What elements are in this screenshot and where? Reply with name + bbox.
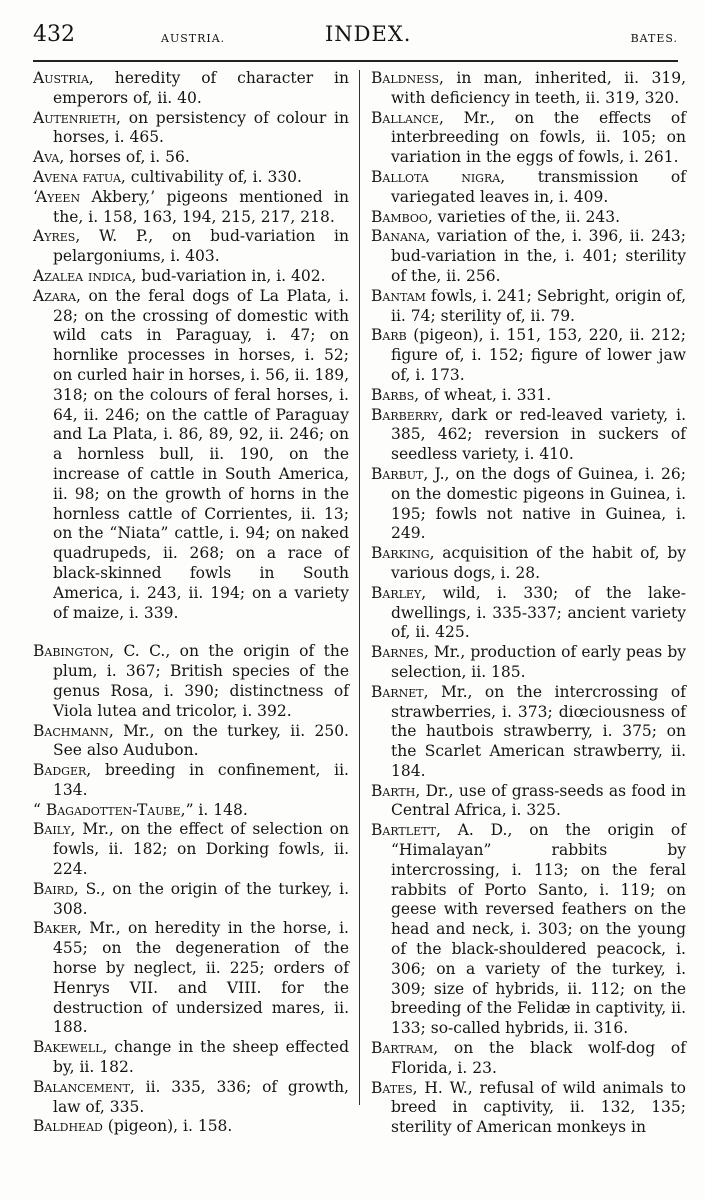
entry-text: , of wheat, i. 331. xyxy=(414,385,552,404)
index-entry xyxy=(33,287,349,624)
entry-text: (pigeon), i. 158. xyxy=(102,1117,233,1136)
index-entry xyxy=(371,1039,686,1079)
entry-text: , W. P., on bud-variation in pelargoniums, i. 403. xyxy=(53,227,349,266)
entry-text: , wild, i. 330; of the lake-dwellings, i. 335-337; ancient variety of, ii. 425. xyxy=(391,583,686,642)
entry-heading: Barbs xyxy=(371,385,415,404)
entry-text: fowls, i. 241; Sebright, origin of, ii. 74; sterility of, ii. 79. xyxy=(391,286,686,325)
entry-heading: Barbut xyxy=(371,464,424,483)
entry-heading: Baldhead xyxy=(33,1117,103,1136)
entry-text: (pigeon), i. 151, 153, 220, ii. 212; figure of, i. 152; figure of lower jaw of, i. 173. xyxy=(391,326,686,384)
entry-text: , Dr., use of grass-seeds as food in Central Africa, i. 325. xyxy=(391,781,686,820)
entry-heading: Ballota nigra xyxy=(371,167,501,186)
entry-heading: Baird xyxy=(33,879,74,898)
index-entry xyxy=(371,544,686,584)
entry-heading: Barberry xyxy=(371,405,439,424)
index-entry xyxy=(371,406,686,465)
entry-text: i. 148. xyxy=(193,800,248,819)
entry-heading: Avena fatua xyxy=(33,167,121,186)
left-column xyxy=(33,69,349,1137)
index-entry xyxy=(33,761,349,801)
index-entry xyxy=(33,801,349,821)
index-entry xyxy=(371,1079,686,1138)
column-divider xyxy=(359,70,360,1105)
entry-text: , change in the sheep effected by, ii. 182. xyxy=(53,1038,349,1077)
entry-heading: Ayres xyxy=(33,227,76,246)
index-entry xyxy=(33,168,349,188)
index-entry xyxy=(371,683,686,782)
entry-heading: Bartram xyxy=(371,1039,434,1058)
index-entry xyxy=(371,227,686,286)
entry-heading: Babington xyxy=(33,642,110,661)
index-entry xyxy=(371,168,686,208)
right-column xyxy=(371,69,686,1138)
entry-text: , variation of the, i. 396, ii. 243; bud-variation in the, i. 401; sterility of the, ii. 256. xyxy=(391,227,686,285)
entry-heading: Barnes xyxy=(371,643,424,662)
entry-heading: Bartlett xyxy=(371,821,436,840)
entry-text: , Mr., on the turkey, ii. 250. See also Audubon. xyxy=(53,721,349,760)
entry-text: , S., on the origin of the turkey, i. 308. xyxy=(53,879,349,918)
entry-text: , Mr., on the effect of selection on fowls, ii. 182; on Dorking fowls, ii. 224. xyxy=(53,820,349,879)
entry-heading: Baldness xyxy=(371,69,439,87)
index-entry xyxy=(371,208,686,228)
entry-text: , on the feral dogs of La Plata, i. 28; on the crossing of domestic with wild cats in Paraguay, i. 47; on hornlike processes in horses, i. 52; on curled hair in horses, i. 56, ii. 189, 318; on the colours of feral horses, i. 64, ii. 246; on the cattle of Paraguay and La Plata, i. 86, 89, 92, ii. 246; on a hornless bull, ii. 190, on the increase of cattle in South America, ii. 98; on the growth of horns in the hornless cattle of Corrientes, ii. 13; on the “Niata” cattle, i. 94; on naked quadrupeds, ii. 268; on a race of black-skinned fowls in South America, i. 243, ii. 194; on a variety of maize, i. 339. xyxy=(53,286,350,622)
index-entry xyxy=(33,267,349,287)
entry-heading: Bates xyxy=(371,1078,413,1097)
index-entry xyxy=(33,820,349,879)
entry-heading: Baily xyxy=(33,820,71,839)
entry-text: , Mr., on the intercrossing of strawberries, i. 373; diœciousness of the hautbois strawberry, i. 375; on the Scarlet American strawberry, ii. 184. xyxy=(391,682,686,780)
entry-text: , C. C., on the origin of the plum, i. 367; British species of the genus Rosa, i. 390; distinctness of Viola lutea and tricolor, i. 392. xyxy=(53,642,349,720)
page-number: 432 xyxy=(33,22,75,47)
header-title: INDEX. xyxy=(325,22,412,46)
entry-heading: Barth xyxy=(371,781,416,800)
entry-heading: Barley xyxy=(371,583,422,602)
entry-text: , on the black wolf-dog of Florida, i. 23. xyxy=(391,1039,686,1077)
index-entry xyxy=(33,919,349,1038)
entry-text: Akbery,’ pigeons mentioned in the, i. 158, 163, 194, 215, 217, 218. xyxy=(53,187,349,226)
entry-text: , breeding in confinement, ii. 134. xyxy=(53,761,349,799)
entry-heading: Ballance xyxy=(371,108,439,127)
header-rule xyxy=(33,60,678,62)
header-left-catchword: AUSTRIA. xyxy=(161,32,226,45)
entry-text: , bud-variation in, i. 402. xyxy=(131,266,326,285)
entry-heading: Ava xyxy=(33,148,60,167)
entry-heading: Bakewell xyxy=(33,1038,103,1057)
index-entry xyxy=(371,326,686,385)
index-entry xyxy=(371,109,686,168)
index-entry xyxy=(33,1078,349,1118)
entry-text: , dark or red-leaved variety, i. 385, 462; reversion in suckers of seedless variety, i. 410. xyxy=(391,405,686,464)
entry-text: , heredity of character in emperors of, ii. 40. xyxy=(53,69,349,107)
entry-heading: Barking xyxy=(371,544,430,563)
entry-heading: Bachmann xyxy=(33,721,109,740)
entry-heading: ‘Ayeen xyxy=(33,187,81,206)
entry-text: , varieties of the, ii. 243. xyxy=(427,207,621,226)
entry-text: , on persistency of colour in horses, i. 465. xyxy=(53,108,349,147)
entry-text: , Mr., on the effects of interbreeding on fowls, ii. 105; on variation in the eggs of fowls, i. 261. xyxy=(391,108,686,167)
index-entry xyxy=(33,109,349,149)
entry-heading: Autenrieth xyxy=(33,108,117,127)
index-entry xyxy=(33,722,349,762)
entry-heading: Bantam xyxy=(371,286,426,305)
index-entry xyxy=(371,386,686,406)
entry-heading: Balancement xyxy=(33,1077,130,1096)
entry-heading: Baker xyxy=(33,919,77,938)
entry-text: , cultivability of, i. 330. xyxy=(120,167,302,186)
index-entry xyxy=(371,69,686,109)
index-entry xyxy=(33,148,349,168)
entry-text: , horses of, i. 56. xyxy=(59,148,190,167)
entry-heading: Azalea indica xyxy=(33,266,132,285)
index-entry xyxy=(33,1117,349,1137)
entry-text: , A. D., on the origin of “Himalayan” rabbits by intercrossing, i. 113; on the feral rabbits of Porto Santo, i. 119; on geese with reversed feathers on the head and neck, i. 303; on the young of the black-shouldered peacock, i. 306; on a variety of the turkey, i. 309; size of hybrids, ii. 112; on the breeding of the Felidæ in captivity, ii. 133; so-called hybrids, ii. 316. xyxy=(391,821,686,1038)
entry-heading: Barnet xyxy=(371,682,424,701)
header-right-catchword: BATES. xyxy=(630,32,678,45)
index-entry xyxy=(33,880,349,920)
entry-text: , J., on the dogs of Guinea, i. 26; on the domestic pigeons in Guinea, i. 195; fowls not native in Guinea, i. 249. xyxy=(391,464,686,543)
entry-heading: Austria xyxy=(33,69,89,87)
entry-heading: Bamboo xyxy=(371,207,428,226)
index-entry xyxy=(371,584,686,643)
index-entry xyxy=(33,642,349,721)
entry-heading: Banana xyxy=(371,227,426,246)
entry-text: , ii. 335, 336; of growth, law of, 335. xyxy=(53,1077,349,1116)
entry-text: , H. W., refusal of wild animals to breed in captivity, ii. 132, 135; sterility of American monkeys in xyxy=(391,1078,686,1137)
entry-text: , transmission of variegated leaves in, i. 409. xyxy=(391,167,686,206)
index-entry xyxy=(33,69,349,109)
index-entry xyxy=(33,188,349,228)
index-entry xyxy=(33,227,349,267)
entry-text: , acquisition of the habit of, by various dogs, i. 28. xyxy=(391,544,686,582)
index-entry xyxy=(371,643,686,683)
index-entry xyxy=(371,821,686,1039)
index-entry xyxy=(371,287,686,327)
entry-heading: Badger xyxy=(33,761,87,780)
entry-heading: Barb xyxy=(371,326,407,345)
entry-heading: Azara xyxy=(33,286,77,305)
entry-heading: “ Bagadotten-Taube,” xyxy=(33,800,194,819)
index-entry xyxy=(371,465,686,544)
index-entry xyxy=(371,782,686,822)
entry-text: , in man, inherited, ii. 319, with deficiency in teeth, ii. 319, 320. xyxy=(391,69,686,107)
running-header xyxy=(33,22,678,52)
entry-text: , Mr., production of early peas by selection, ii. 185. xyxy=(391,643,686,681)
index-entry xyxy=(33,1038,349,1078)
entry-text: , Mr., on heredity in the horse, i. 455; on the degeneration of the horse by neglect, ii. 225; orders of Henrys VII. and VIII. for the destruction of undersized mares, ii. 188. xyxy=(53,919,349,1037)
